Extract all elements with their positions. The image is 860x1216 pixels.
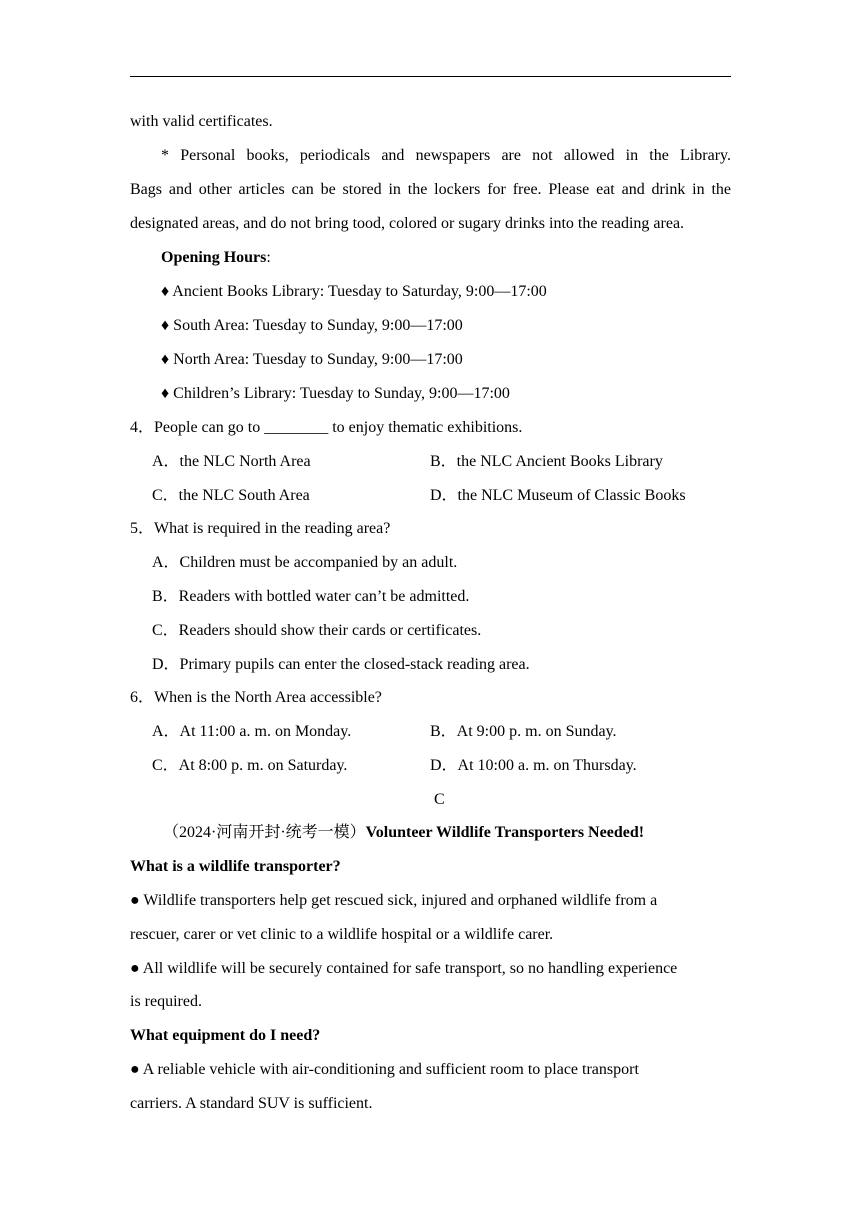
bullet-text: carriers. A standard SUV is sufficient. bbox=[130, 1095, 373, 1112]
bullet-text: ● All wildlife will be securely contained for safe transport, so no handling experience bbox=[130, 960, 678, 977]
opening-hours-title: Opening Hours bbox=[161, 249, 267, 266]
option-5d: D．Primary pupils can enter the closed-stack reading area. bbox=[152, 656, 530, 673]
option-6c: C．At 8:00 p. m. on Saturday. bbox=[152, 757, 348, 774]
question-4: 4．People can go to ________ to enjoy thematic exhibitions. bbox=[130, 419, 523, 436]
bullet-text: rescuer, carer or vet clinic to a wildlife hospital or a wildlife carer. bbox=[130, 926, 554, 943]
bullet-text: is required. bbox=[130, 993, 202, 1010]
hours-item: ♦ Children’s Library: Tuesday to Sunday, 9:00—17:00 bbox=[161, 385, 510, 402]
option-5c: C．Readers should show their cards or certificates. bbox=[152, 622, 482, 639]
option-4d: D．the NLC Museum of Classic Books bbox=[430, 487, 686, 504]
option-6d: D．At 10:00 a. m. on Thursday. bbox=[430, 757, 637, 774]
text-line: with valid certificates. bbox=[130, 113, 273, 130]
option-5a: A．Children must be accompanied by an adult. bbox=[152, 554, 458, 571]
hours-item: ♦ North Area: Tuesday to Sunday, 9:00—17:00 bbox=[161, 351, 463, 368]
text-line: Bags and other articles can be stored in the lockers for free. Please eat and drink in the bbox=[130, 181, 731, 198]
option-6a: A．At 11:00 a. m. on Monday. bbox=[152, 723, 352, 740]
bullet-text: ● A reliable vehicle with air-conditioning and sufficient room to place transport bbox=[130, 1061, 639, 1078]
option-6b: B．At 9:00 p. m. on Sunday. bbox=[430, 723, 617, 740]
text-line: designated areas, and do not bring tood, colored or sugary drinks into the reading area. bbox=[130, 215, 685, 232]
section-heading bbox=[163, 823, 644, 843]
opening-hours-colon: : bbox=[266, 249, 271, 266]
text-line: * Personal books, periodicals and newspapers are not allowed in the Library. bbox=[161, 147, 731, 164]
section-source: （2024·河南开封·统考一模） bbox=[163, 824, 366, 841]
option-4a: A．the NLC North Area bbox=[152, 453, 311, 470]
bullet-text: ● Wildlife transporters help get rescued sick, injured and orphaned wildlife from a bbox=[130, 892, 658, 909]
opening-hours-heading bbox=[161, 248, 271, 268]
subheading: What equipment do I need? bbox=[130, 1027, 321, 1044]
question-6: 6．When is the North Area accessible? bbox=[130, 689, 382, 706]
hours-item: ♦ Ancient Books Library: Tuesday to Saturday, 9:00—17:00 bbox=[161, 283, 547, 300]
hours-item: ♦ South Area: Tuesday to Sunday, 9:00—17:00 bbox=[161, 317, 463, 334]
option-5b: B．Readers with bottled water can’t be admitted. bbox=[152, 588, 470, 605]
section-title: Volunteer Wildlife Transporters Needed! bbox=[365, 824, 645, 841]
section-letter: C bbox=[434, 791, 445, 808]
header-rule bbox=[130, 76, 731, 77]
option-4c: C．the NLC South Area bbox=[152, 487, 310, 504]
option-4b: B．the NLC Ancient Books Library bbox=[430, 453, 663, 470]
subheading: What is a wildlife transporter? bbox=[130, 858, 341, 875]
question-5: 5．What is required in the reading area? bbox=[130, 520, 391, 537]
